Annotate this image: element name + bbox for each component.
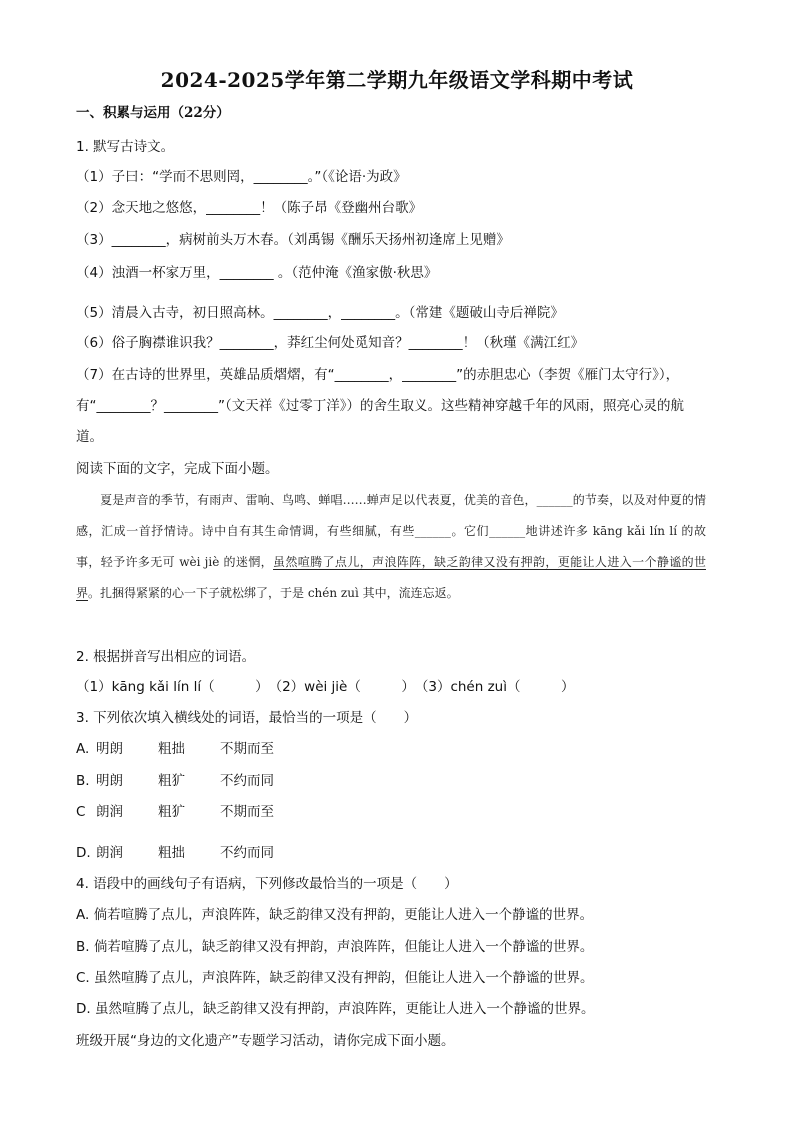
- q3-stem: 3. 下列依次填入横线处的词语，最恰当的一项是（ ）: [76, 710, 418, 726]
- option-word: 不约而同: [220, 773, 274, 789]
- section-heading: 一、积累与运用（22分）: [76, 105, 230, 121]
- option-word: 不期而至: [220, 804, 274, 820]
- q2-stem: 2. 根据拼音写出相应的词语。: [76, 649, 256, 665]
- option-word: 粗拙: [158, 845, 185, 861]
- q4-stem: 4. 语段中的画线句子有语病，下列修改最恰当的一项是（ ）: [76, 876, 458, 892]
- q4-option[interactable]: A. 倘若喧腾了点儿，声浪阵阵，缺乏韵律又没有押韵，更能让人进入一个静谧的世界。: [76, 907, 594, 923]
- q2-pinyin-line: （1）kāng kǎi lín lí（ ） （2）wèi jiè（ ） （3）chén zuì（ ）: [76, 679, 575, 695]
- option-letter: C: [76, 804, 86, 820]
- activity-intro: 班级开展“身边的文化遗产”专题学习活动，请你完成下面小题。: [76, 1033, 455, 1049]
- option-word: 朗润: [96, 845, 123, 861]
- option-word: 粗犷: [158, 773, 185, 789]
- option-word: 粗犷: [158, 804, 185, 820]
- q1-item: （7）在古诗的世界里，英雄品质熠熠，有“________，________”的赤胆忠心（李贺《雁门太守行》），: [76, 367, 680, 383]
- option-letter: D.: [76, 845, 91, 861]
- exam-title: 2024-2025学年第二学期九年级语文学科期中考试: [160, 68, 634, 92]
- option-word: 朗润: [96, 804, 123, 820]
- option-letter: B.: [76, 773, 90, 789]
- passage-text: 夏是声音的季节，有雨声、雷响、鸟鸣、蝉唱……蝉声足以代表夏，优美的音色，______的节奏，以及对仲夏的情感，汇成一首抒情诗。诗中自有其生命情调，有些细腻，有些______。它们______地讲述许多 kāng kǎi lín lí 的故事，轻予许多无可 wèi jiè 的迷惘，: [76, 493, 706, 569]
- option-word: 明朗: [96, 773, 123, 789]
- q1-item: （6）俗子胸襟谁识我？________，莽红尘何处觅知音？________！（秋瑾《满江红》: [76, 335, 585, 351]
- reading-intro: 阅读下面的文字，完成下面小题。: [76, 461, 279, 477]
- q1-item: （5）清晨入古寺，初日照高林。________，________。（常建《题破山寺后禅院》: [76, 305, 564, 321]
- option-word: 不期而至: [220, 741, 274, 757]
- q4-option[interactable]: B. 倘若喧腾了点儿，缺乏韵律又没有押韵，声浪阵阵，但能让人进入一个静谧的世界。: [76, 939, 594, 955]
- q1-item: 有“________？________”（文天祥《过零丁洋》）的舍生取义。这些精神穿越千年的风雨，照亮心灵的航: [76, 398, 684, 414]
- q4-option[interactable]: D. 虽然喧腾了点儿，缺乏韵律又没有押韵，声浪阵阵，更能让人进入一个静谧的世界。: [76, 1001, 595, 1017]
- reading-passage: [76, 485, 706, 609]
- q4-option[interactable]: C. 虽然喧腾了点儿，声浪阵阵，缺乏韵律又没有押韵，但能让人进入一个静谧的世界。: [76, 970, 594, 986]
- q1-item: （4）浊酒一杯家万里，________ 。（范仲淹《渔家傲·秋思》: [76, 265, 438, 281]
- option-word: 明朗: [96, 741, 123, 757]
- q1-item: （3）________，病树前头万木春。（刘禹锡《酬乐天扬州初逢席上见赠》: [76, 232, 510, 248]
- q1-item: （2）念天地之悠悠，________！（陈子昂《登幽州台歌》: [76, 200, 423, 216]
- q1-item: 道。: [76, 429, 103, 445]
- passage-text: 。扎捆得紧紧的心一下子就松绑了，于是 chén zuì 其中，流连忘返。: [88, 586, 459, 600]
- option-letter: A.: [76, 741, 90, 757]
- option-word: 粗拙: [158, 741, 185, 757]
- q1-stem: 1. 默写古诗文。: [76, 139, 175, 155]
- q1-item: （1）子曰：“学而不思则罔，________。”（《论语·为政》: [76, 169, 407, 185]
- option-word: 不约而同: [220, 845, 274, 861]
- underlined-sentence: 虽然喧腾了点儿，声浪阵阵，缺乏韵律又没有押韵，更能让人进入一个静谧的世界: [76, 555, 706, 600]
